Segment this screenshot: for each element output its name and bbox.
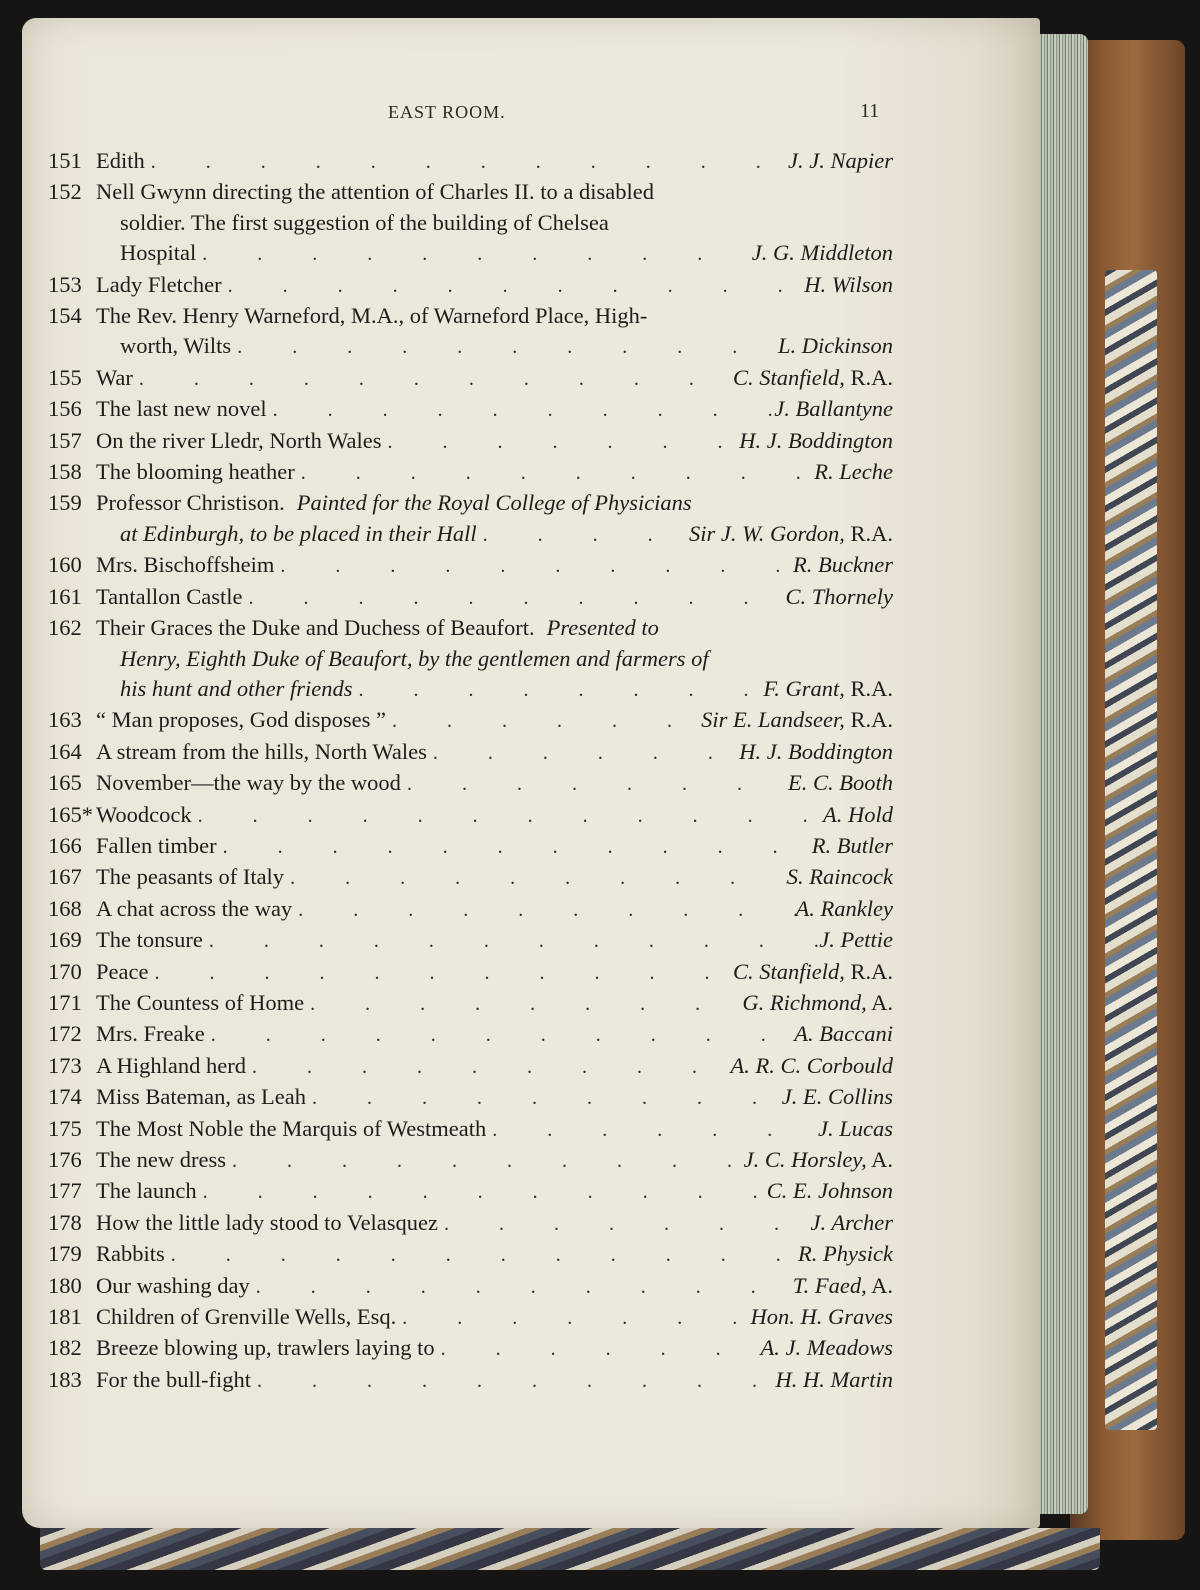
artist-name: H. J. Boddington — [739, 738, 893, 764]
entry-line — [96, 301, 893, 331]
dot-leader — [222, 271, 805, 301]
entry-number: 178 — [48, 1209, 82, 1235]
entry-number: 166 — [48, 832, 82, 858]
entry-line — [96, 208, 893, 238]
entry-note: his hunt and other friends — [120, 675, 353, 701]
catalogue-entry — [48, 862, 893, 893]
entry-number: 151 — [48, 148, 82, 173]
entry-body — [96, 1176, 893, 1207]
dot-leader — [353, 675, 764, 705]
entry-line — [96, 394, 893, 425]
catalogue-entry — [48, 426, 893, 457]
entry-line — [96, 519, 893, 550]
dot-leader — [396, 1303, 750, 1333]
dot-leader — [133, 364, 733, 394]
entry-number: 152 — [48, 179, 82, 205]
entry-number: 159 — [48, 490, 82, 516]
catalogue-entry — [48, 582, 893, 613]
entry-title-text: Mrs. Freake — [96, 1021, 205, 1047]
dot-leader — [205, 1020, 795, 1050]
entry-title-text: Tantallon Castle — [96, 583, 243, 609]
entry-title-text: The blooming heather — [96, 459, 295, 485]
entry-line — [96, 363, 893, 394]
entry-body — [96, 457, 893, 488]
entry-body — [96, 925, 893, 956]
entry-title-text: November—the way by the wood — [96, 770, 401, 796]
catalogue-entry — [48, 768, 893, 799]
entry-number: 155 — [48, 364, 82, 390]
entry-line — [96, 1114, 893, 1145]
entry-body — [96, 1051, 893, 1082]
entry-title-text: How the little lady stood to Velasquez — [96, 1209, 439, 1235]
entry-body — [96, 488, 893, 550]
artist-name: J. Ballantyne — [774, 396, 893, 422]
entry-body — [96, 270, 893, 301]
entry-body — [96, 1239, 893, 1270]
entry-number: 170 — [48, 958, 82, 984]
catalogue-entry — [48, 363, 893, 394]
entry-line — [96, 331, 893, 362]
entry-number: 181 — [48, 1304, 82, 1330]
entry-body — [96, 1365, 893, 1396]
entry-line — [96, 1208, 893, 1239]
entry-line — [96, 270, 893, 301]
entry-number: 165 — [48, 770, 82, 796]
artist-name: A. Hold — [823, 801, 893, 827]
dot-leader — [226, 1146, 744, 1176]
dot-leader — [267, 395, 775, 425]
entry-title-text: soldier. The first suggestion of the building of Chelsea — [120, 209, 609, 235]
artist-name: F. Grant, R.A. — [763, 675, 893, 701]
dot-leader — [148, 958, 733, 988]
dot-leader — [165, 1240, 798, 1270]
entry-title-text: The peasants of Italy — [96, 864, 285, 890]
entry-body — [96, 363, 893, 394]
page-number: 11 — [860, 100, 880, 122]
marbled-endpaper — [1105, 270, 1157, 1430]
dot-leader — [274, 551, 793, 581]
entry-body — [96, 301, 893, 363]
entry-number: 154 — [48, 303, 82, 329]
entry-note: Presented to — [546, 615, 659, 641]
entry-number: 153 — [48, 271, 82, 297]
entry-number: 167 — [48, 864, 82, 890]
artist-honour: R.A. — [844, 675, 893, 701]
dot-leader — [231, 332, 778, 362]
entry-title-text: Fallen timber — [96, 832, 217, 858]
entry-body — [96, 1145, 893, 1176]
dot-leader — [477, 520, 689, 550]
artist-name: E. C. Booth — [788, 770, 893, 796]
entry-title-text: A stream from the hills, North Wales — [96, 738, 427, 764]
catalogue-entry — [48, 613, 893, 705]
entry-line — [96, 1082, 893, 1113]
artist-name: R. Buckner — [793, 552, 893, 578]
dot-leader — [435, 1334, 761, 1364]
entry-title-text: Lady Fletcher — [96, 271, 222, 297]
catalogue-entry — [48, 301, 893, 363]
entry-body — [96, 988, 893, 1019]
entry-number: 169 — [48, 927, 82, 953]
dot-leader — [401, 769, 788, 799]
artist-name: A. Baccani — [794, 1021, 893, 1047]
entry-line — [96, 925, 893, 956]
entry-line — [96, 1145, 893, 1176]
artist-honour: R.A. — [844, 520, 893, 546]
artist-name: Sir J. W. Gordon, R.A. — [689, 520, 893, 546]
entry-line — [96, 862, 893, 893]
entry-number: 175 — [48, 1115, 82, 1141]
entry-line — [96, 1365, 893, 1396]
entry-title-text: “ Man proposes, God disposes ” — [96, 707, 386, 733]
dot-leader — [438, 1209, 810, 1239]
entry-title-text: Breeze blowing up, trawlers laying to — [96, 1335, 435, 1361]
catalogue-entry — [48, 1114, 893, 1145]
artist-name: C. Stanfield, R.A. — [732, 958, 893, 984]
artist-name: H. Wilson — [804, 271, 893, 297]
entry-body — [96, 613, 893, 705]
catalogue-entry — [48, 1019, 893, 1050]
entry-number: 174 — [48, 1084, 82, 1110]
entry-title-text: A Highland herd — [96, 1052, 246, 1078]
entry-number: 172 — [48, 1021, 82, 1047]
entry-title-text: worth, Wilts — [120, 333, 232, 359]
entry-line — [96, 1239, 893, 1270]
entry-body — [96, 705, 893, 736]
artist-honour: A. — [866, 1272, 893, 1298]
entry-title-text: Our washing day — [96, 1272, 250, 1298]
entry-line — [96, 146, 893, 177]
catalogue-entry — [48, 1302, 893, 1333]
artist-name: A. R. C. Corbould — [730, 1052, 893, 1078]
marbled-endpaper-bottom — [40, 1528, 1100, 1570]
entry-line — [96, 426, 893, 457]
entry-line — [96, 550, 893, 581]
entry-line — [96, 1051, 893, 1082]
artist-name: A. Rankley — [795, 895, 893, 921]
artist-name: J. Pettie — [819, 927, 893, 953]
entry-number: 165* — [48, 801, 93, 827]
entry-line — [96, 644, 893, 674]
artist-name: C. Thornely — [785, 583, 893, 609]
entry-body — [96, 1019, 893, 1050]
entry-line — [96, 1333, 893, 1364]
entry-line — [96, 1176, 893, 1207]
catalogue-entry — [48, 1051, 893, 1082]
artist-honour: A. — [866, 989, 893, 1015]
entry-title-text: The Rev. Henry Warneford, M.A., of Warneford Place, High- — [96, 303, 648, 329]
entry-body — [96, 1082, 893, 1113]
catalogue-entry — [48, 1176, 893, 1207]
entry-title-text: Hospital — [120, 240, 197, 266]
entry-line — [96, 674, 893, 705]
entry-number: 182 — [48, 1335, 82, 1361]
entry-body — [96, 957, 893, 988]
dot-leader — [251, 1366, 776, 1396]
entry-number: 176 — [48, 1147, 82, 1172]
artist-name: J. C. Horsley, A. — [743, 1147, 893, 1172]
catalogue-entry — [48, 705, 893, 736]
entry-title-text: Nell Gwynn directing the attention of Charles II. to a disabled — [96, 179, 654, 205]
artist-name: J. Archer — [810, 1209, 893, 1235]
artist-name: J. Lucas — [818, 1115, 893, 1141]
entry-title-text: Woodcock — [96, 801, 192, 827]
entry-title-text: War — [96, 364, 133, 390]
entry-body — [96, 394, 893, 425]
entry-number: 179 — [48, 1241, 82, 1267]
entry-body — [96, 862, 893, 893]
entry-title-text: Mrs. Bischoffsheim — [96, 552, 275, 578]
dot-leader — [427, 738, 739, 768]
entry-line — [96, 894, 893, 925]
artist-honour: R.A. — [844, 364, 893, 390]
entry-body — [96, 582, 893, 613]
dot-leader — [306, 1083, 782, 1113]
dot-leader — [145, 147, 788, 177]
artist-name: C. Stanfield, R.A. — [732, 364, 893, 390]
entry-number: 156 — [48, 396, 82, 422]
artist-name: R. Physick — [798, 1241, 893, 1267]
dot-leader — [304, 989, 742, 1019]
catalogue-entry — [48, 737, 893, 768]
entry-body — [96, 1114, 893, 1145]
artist-name: C. E. Johnson — [766, 1178, 893, 1204]
artist-honour: R.A. — [844, 707, 893, 733]
page-header — [0, 100, 1040, 130]
entry-title-text: On the river Lledr, North Wales — [96, 427, 382, 453]
catalogue-entry — [48, 1365, 893, 1396]
entry-body — [96, 894, 893, 925]
dot-leader — [284, 863, 787, 893]
artist-name: H. J. Boddington — [739, 427, 893, 453]
artist-name: J. J. Napier — [788, 148, 893, 173]
catalogue-entry — [48, 925, 893, 956]
catalogue-entry — [48, 146, 893, 177]
entry-number: 163 — [48, 707, 82, 733]
artist-name: R. Butler — [811, 832, 893, 858]
entry-line — [96, 1019, 893, 1050]
entry-note: at Edinburgh, to be placed in their Hall — [120, 520, 477, 546]
entry-number: 177 — [48, 1178, 82, 1204]
entry-title-text: The launch — [96, 1178, 197, 1204]
entry-body — [96, 800, 893, 831]
entry-line — [96, 800, 893, 831]
entry-body — [96, 768, 893, 799]
entry-title-text: Professor Christison. — [96, 490, 285, 516]
entry-number: 183 — [48, 1366, 82, 1392]
entry-number: 164 — [48, 738, 82, 764]
entry-title-text: The tonsure — [96, 927, 203, 953]
entry-body — [96, 177, 893, 269]
dot-leader — [203, 926, 819, 956]
entry-line — [96, 988, 893, 1019]
entry-body — [96, 1208, 893, 1239]
catalogue-list — [48, 146, 893, 1396]
entry-title-text: For the bull-fight — [96, 1366, 251, 1392]
catalogue-entry — [48, 457, 893, 488]
entry-body — [96, 146, 893, 177]
artist-name: A. J. Meadows — [760, 1335, 893, 1361]
catalogue-entry — [48, 1271, 893, 1302]
entry-line — [96, 957, 893, 988]
entry-line — [96, 177, 893, 207]
catalogue-entry — [48, 894, 893, 925]
entry-line — [96, 737, 893, 768]
entry-title-text: The new dress — [96, 1147, 226, 1172]
entry-title-text: The Most Noble the Marquis of Westmeath — [96, 1115, 487, 1141]
entry-line — [96, 705, 893, 736]
entry-line — [96, 768, 893, 799]
artist-name: H. H. Martin — [775, 1366, 893, 1392]
entry-number: 171 — [48, 989, 82, 1015]
dot-leader — [217, 832, 812, 862]
artist-name: L. Dickinson — [778, 333, 893, 359]
entry-number: 161 — [48, 583, 82, 609]
catalogue-entry — [48, 488, 893, 550]
artist-name: Sir E. Landseer, R.A. — [701, 707, 893, 733]
catalogue-entry — [48, 550, 893, 581]
entry-title-text: A chat across the way — [96, 895, 293, 921]
entry-body — [96, 550, 893, 581]
artist-name: G. Richmond, A. — [742, 989, 893, 1015]
catalogue-entry — [48, 1333, 893, 1364]
entry-line — [96, 1302, 893, 1333]
entry-body — [96, 426, 893, 457]
entry-body — [96, 831, 893, 862]
entry-number: 158 — [48, 459, 82, 485]
entry-number: 162 — [48, 615, 82, 641]
catalogue-entry — [48, 270, 893, 301]
catalogue-entry — [48, 1239, 893, 1270]
artist-name: J. E. Collins — [781, 1084, 893, 1110]
dot-leader — [250, 1272, 793, 1302]
dot-leader — [243, 583, 786, 613]
dot-leader — [197, 1177, 767, 1207]
entry-number: 157 — [48, 427, 82, 453]
entry-title-text: Edith — [96, 148, 145, 173]
entry-number: 173 — [48, 1052, 82, 1078]
entry-title-text: Rabbits — [96, 1241, 165, 1267]
entry-line — [96, 1271, 893, 1302]
entry-line — [96, 457, 893, 488]
entry-title-text: Peace — [96, 958, 149, 984]
catalogue-entry — [48, 1145, 893, 1176]
catalogue-entry — [48, 394, 893, 425]
entry-line — [96, 831, 893, 862]
catalogue-entry — [48, 177, 893, 269]
entry-body — [96, 1333, 893, 1364]
catalogue-entry — [48, 957, 893, 988]
entry-number: 160 — [48, 552, 82, 578]
entry-note: Painted for the Royal College of Physicians — [296, 490, 692, 516]
entry-line — [96, 582, 893, 613]
artist-name: S. Raincock — [786, 864, 893, 890]
catalogue-entry — [48, 1082, 893, 1113]
catalogue-entry — [48, 988, 893, 1019]
entry-note: Henry, Eighth Duke of Beaufort, by the gentlemen and farmers of — [120, 645, 709, 671]
entry-body — [96, 737, 893, 768]
artist-name: Hon. H. Graves — [750, 1304, 893, 1330]
dot-leader — [192, 801, 823, 831]
artist-name: T. Faed, A. — [792, 1272, 893, 1298]
dot-leader — [386, 706, 701, 736]
entry-title-text: Children of Grenville Wells, Esq. — [96, 1304, 397, 1330]
entry-title-text: The last new novel — [96, 396, 267, 422]
artist-honour: A. — [866, 1147, 893, 1172]
catalogue-entry — [48, 800, 893, 831]
entry-line — [96, 488, 893, 518]
catalogue-entry — [48, 1208, 893, 1239]
entry-line — [96, 613, 893, 643]
dot-leader — [196, 239, 752, 269]
artist-honour: R.A. — [844, 958, 893, 984]
dot-leader — [295, 458, 815, 488]
entry-title-text: The Countess of Home — [96, 989, 305, 1015]
entry-number: 180 — [48, 1272, 82, 1298]
entry-body — [96, 1302, 893, 1333]
entry-line — [96, 238, 893, 269]
entry-body — [96, 1271, 893, 1302]
entry-title-text: Their Graces the Duke and Duchess of Beaufort. — [96, 615, 535, 641]
entry-title-text: Miss Bateman, as Leah — [96, 1084, 306, 1110]
artist-name: J. G. Middleton — [751, 240, 893, 266]
dot-leader — [382, 427, 740, 457]
dot-leader — [292, 895, 795, 925]
artist-name: R. Leche — [814, 459, 893, 485]
dot-leader — [246, 1052, 731, 1082]
running-head: EAST ROOM. — [388, 102, 506, 122]
catalogue-entry — [48, 831, 893, 862]
entry-number: 168 — [48, 895, 82, 921]
dot-leader — [486, 1115, 818, 1145]
